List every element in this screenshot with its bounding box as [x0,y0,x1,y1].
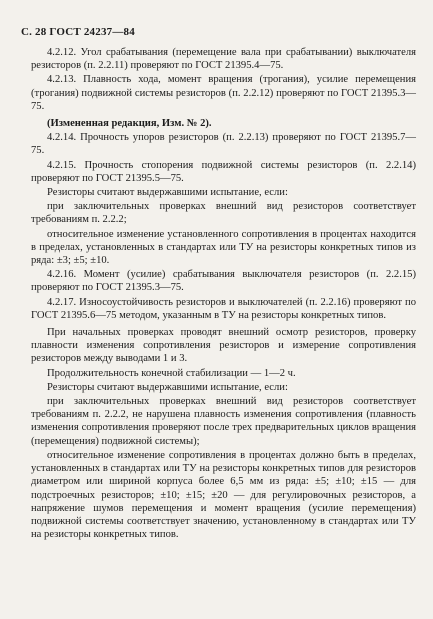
paragraph: 4.2.16. Момент (усилие) срабатывания выключателя резисторов (п. 2.2.15) проверяют по ГОСТ 21395.3—75. [31,269,416,294]
paragraph: Резисторы считают выдержавшими испытание, если: [47,187,288,199]
page-header: С. 28 ГОСТ 24237—84 [21,26,135,38]
paragraph: 4.2.14. Прочность упоров резисторов (п. 2.2.13) проверяют по ГОСТ 21395.7—75. [31,132,416,157]
paragraph: Резисторы считают выдержавшими испытание, если: [47,381,288,393]
paragraph: при заключительных проверках внешний вид резисторов соответствует требованиям п. 2.2.2, не нарушена плавность изменения сопротивления (плавность изменения сопротивления проверяют после трех предварительных циклов вращения (перемещения) подвижной системы); [31,396,416,447]
paragraph: 4.2.12. Угол срабатывания (перемещение вала при срабатывании) выключателя резисторов (п. 2.2.11) проверяют по ГОСТ 21395.4—75. [31,47,416,72]
paragraph: 4.2.13. Плавность хода, момент вращения (трогания), усилие перемещения (трогания) подвижной системы резисторов (п. 2.2.12) проверяют по ГОСТ 21395.3—75. [31,74,416,112]
document-body [31,46,416,542]
paragraph: относительное изменение сопротивления в процентах должно быть в пределах, установленных в стандартах или ТУ на резисторы конкретных типов для резисторов диаметром или шириной корпуса более 6,5 мм из ряда: ±5; ±10; ±15 — для подстроечных резисторов; ±10; ±15; ±20 — для регулировочных резисторов, а напряжение шумов перемещения и момент вращения (усилие перемещения) подвижной системы соответствует значению, установленному в стандартах или ТУ на резисторы конкретных типов. [31,449,416,541]
amendment-note: (Измененная редакция, Изм. № 2). [47,118,212,130]
paragraph: при заключительных проверках внешний вид резисторов соответствует требованиям п. 2.2.2; [31,201,416,226]
paragraph: 4.2.15. Прочность стопорения подвижной системы резисторов (п. 2.2.14) проверяют по ГОСТ 21395.5—75. [31,159,416,184]
paragraph: Продолжительность конечной стабилизации — 1—2 ч. [47,367,296,379]
paragraph: При начальных проверках проводят внешний осмотр резисторов, проверку плавности изменения сопротивления резисторов и измерение сопротивления резисторов между выводами 1 и 3. [31,327,416,365]
paragraph: относительное изменение установленного сопротивления в процентах находится в пределах, установленных в стандартах или ТУ на резисторы конкретных типов из ряда: ±3; ±5; ±10. [31,228,416,267]
paragraph: 4.2.17. Износоустойчивость резисторов и выключателей (п. 2.2.16) проверяют по ГОСТ 21395.6—75 методом, указанным в ТУ на резисторы конкретных типов. [31,296,416,321]
